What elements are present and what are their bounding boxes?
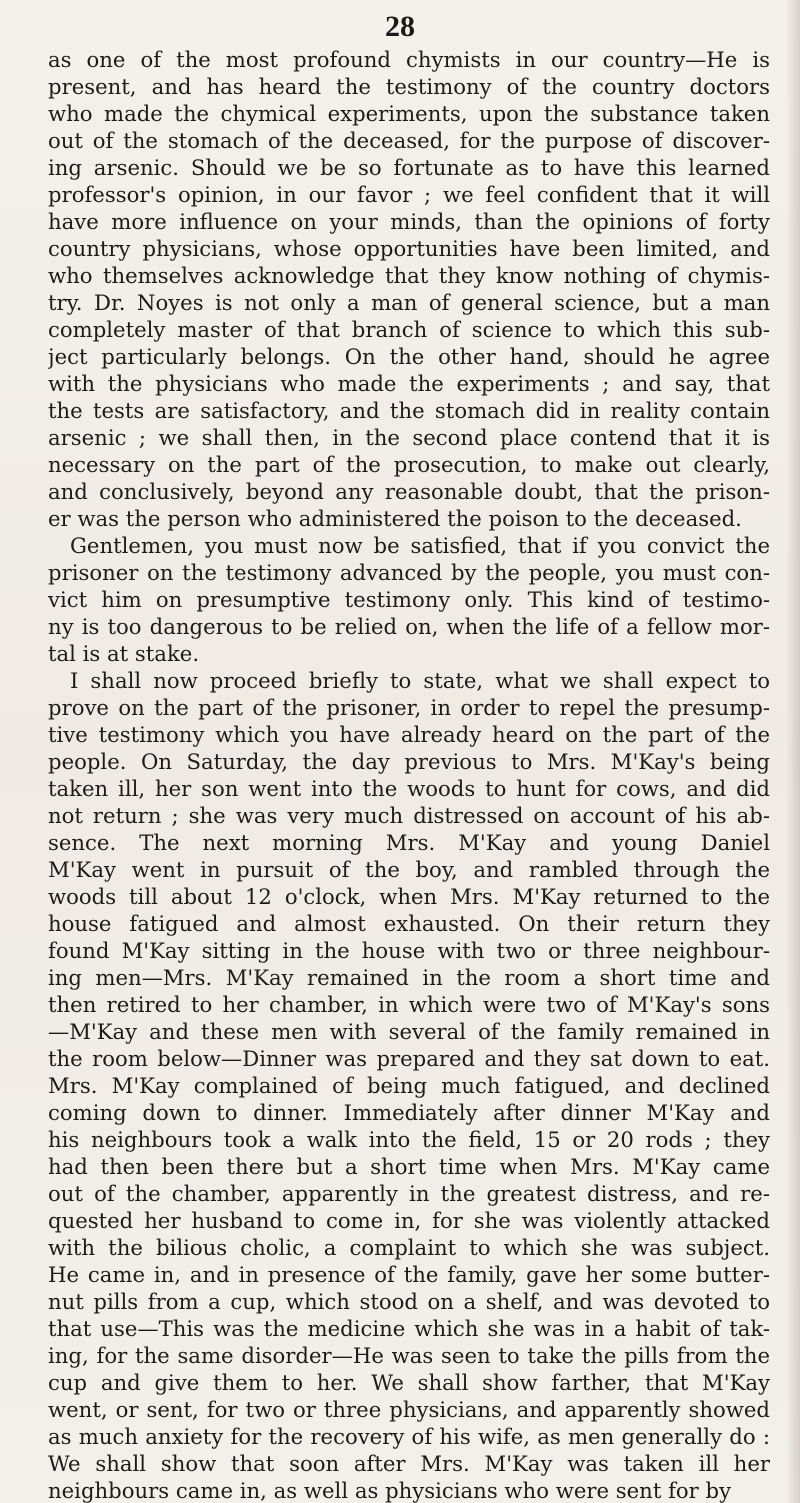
text-line: found M'Kay sitting in the house with two or three neighbour- [48, 938, 770, 963]
page-number: 28 [385, 10, 415, 43]
text-line: people. On Saturday, the day previous to Mrs. M'Kay's being [48, 749, 770, 774]
text-line: Gentlemen, you must now be satisfied, that if you convict the [70, 533, 770, 558]
text-line: We shall show that soon after Mrs. M'Kay was taken ill her [48, 1451, 770, 1476]
text-line: arsenic ; we shall then, in the second place contend that it is [48, 425, 770, 450]
text-line: and conclusively, beyond any reasonable doubt, that the prison- [48, 479, 770, 504]
text-line: sence. The next morning Mrs. M'Kay and young Daniel [48, 830, 770, 855]
text-line: —M'Kay and these men with several of the family remained in [48, 1019, 770, 1044]
text-line: cup and give them to her. We shall show farther, that M'Kay [48, 1370, 770, 1395]
text-line: tive testimony which you have already heard on the part of the [48, 722, 770, 747]
text-line: neighbours came in, as well as physicians who were sent for by [48, 1478, 732, 1503]
text-line: who made the chymical experiments, upon the substance taken [48, 101, 770, 126]
text-line: with the physicians who made the experiments ; and say, that [48, 371, 770, 396]
body-text [48, 46, 770, 1503]
paragraph [48, 532, 770, 667]
text-line: not return ; she was very much distressed on account of his ab- [48, 803, 770, 828]
text-line: try. Dr. Noyes is not only a man of general science, but a man [48, 290, 770, 315]
text-line: had then been there but a short time when Mrs. M'Kay came [48, 1154, 770, 1179]
text-line: prisoner on the testimony advanced by the people, you must con- [48, 560, 770, 585]
text-line: I shall now proceed briefly to state, what we shall expect to [70, 668, 770, 693]
text-line: ing, for the same disorder—He was seen to take the pills from the [48, 1343, 770, 1368]
text-line: necessary on the part of the prosecution, to make out clearly, [48, 452, 770, 477]
text-line: ing arsenic. Should we be so fortunate as to have this learned [48, 155, 770, 180]
text-line: prove on the part of the prisoner, in order to repel the presump- [48, 695, 770, 720]
paragraph [48, 667, 770, 1503]
text-line: nut pills from a cup, which stood on a shelf, and was devoted to [48, 1289, 770, 1314]
text-line: er was the person who administered the poison to the deceased. [48, 506, 742, 531]
text-line: quested her husband to come in, for she was violently attacked [48, 1208, 770, 1233]
text-line: country physicians, whose opportunities have been limited, and [48, 236, 770, 261]
text-line: tal is at stake. [48, 641, 200, 666]
text-line: ing men—Mrs. M'Kay remained in the room a short time and [48, 965, 770, 990]
text-line: then retired to her chamber, in which were two of M'Kay's sons [48, 992, 770, 1017]
text-line: woods till about 12 o'clock, when Mrs. M'Kay returned to the [48, 884, 770, 909]
text-line: completely master of that branch of science to which this sub- [48, 317, 770, 342]
text-line: ject particularly belongs. On the other hand, should he agree [48, 344, 770, 369]
text-line: went, or sent, for two or three physicians, and apparently showed [48, 1397, 770, 1422]
text-line: have more influence on your minds, than the opinions of forty [48, 209, 770, 234]
text-line: Mrs. M'Kay complained of being much fatigued, and declined [48, 1073, 770, 1098]
text-line: ny is too dangerous to be relied on, when the life of a fellow mor- [48, 614, 770, 639]
text-line: as one of the most profound chymists in our country—He is [48, 47, 770, 72]
text-line: out of the chamber, apparently in the greatest distress, and re- [48, 1181, 770, 1206]
text-line: the tests are satisfactory, and the stomach did in reality contain [48, 398, 770, 423]
page-edge-shadow [786, 0, 800, 1503]
text-line: the room below—Dinner was prepared and they sat down to eat. [48, 1046, 770, 1071]
text-line: as much anxiety for the recovery of his wife, as men generally do : [48, 1424, 770, 1449]
text-line: who themselves acknowledge that they know nothing of chymis- [48, 263, 770, 288]
text-line: coming down to dinner. Immediately after dinner M'Kay and [48, 1100, 770, 1125]
text-line: present, and has heard the testimony of the country doctors [48, 74, 770, 99]
text-line: taken ill, her son went into the woods to hunt for cows, and did [48, 776, 770, 801]
paragraph [48, 46, 770, 532]
text-line: M'Kay went in pursuit of the boy, and rambled through the [48, 857, 770, 882]
text-line: his neighbours took a walk into the field, 15 or 20 rods ; they [48, 1127, 770, 1152]
text-line: vict him on presumptive testimony only. This kind of testimo- [48, 587, 770, 612]
text-line: He came in, and in presence of the family, gave her some butter- [48, 1262, 770, 1287]
text-line: out of the stomach of the deceased, for the purpose of discover- [48, 128, 770, 153]
text-line: with the bilious cholic, a complaint to which she was subject. [48, 1235, 770, 1260]
text-line: house fatigued and almost exhausted. On their return they [48, 911, 770, 936]
text-line: professor's opinion, in our favor ; we feel confident that it will [48, 182, 770, 207]
text-line: that use—This was the medicine which she was in a habit of tak- [48, 1316, 770, 1341]
